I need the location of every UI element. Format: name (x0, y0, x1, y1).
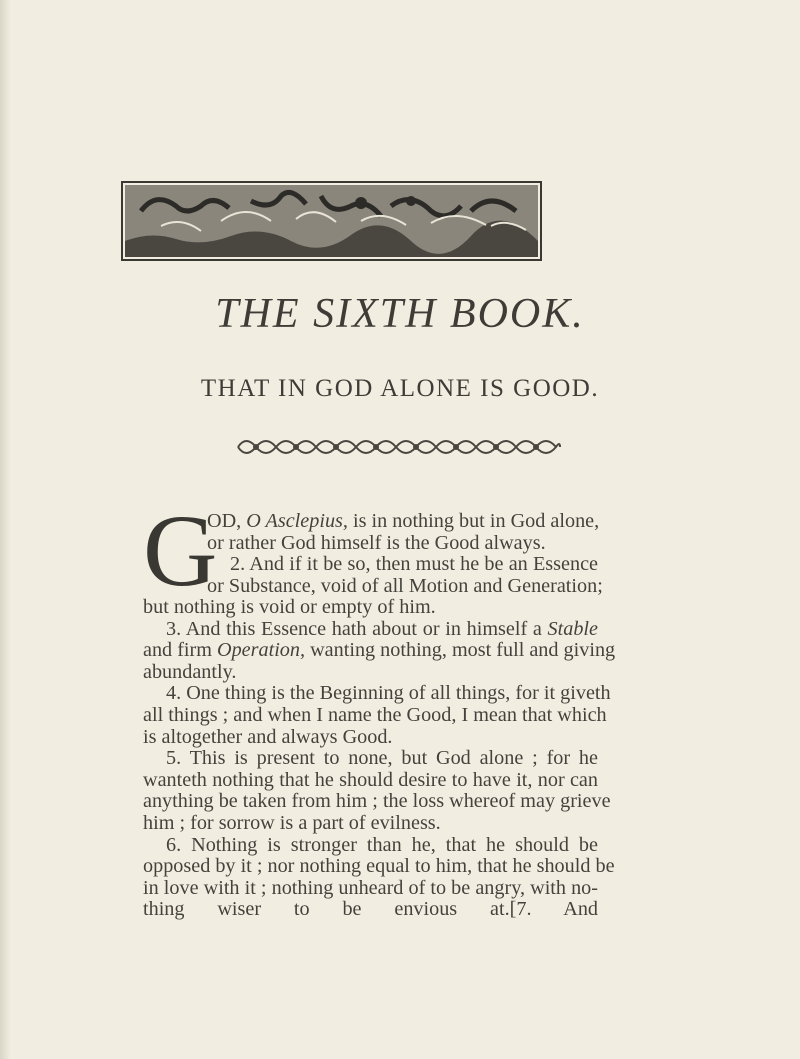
text-line: 5. This is present to none, but God alone ; for he (166, 747, 598, 770)
drop-cap: G (143, 494, 218, 608)
text-line: 3. And this Essence hath about or in himself a Stable (166, 617, 598, 640)
text-line: opposed by it ; nor nothing equal to him, that he should be (143, 855, 615, 878)
book-title: THE SIXTH BOOK. (215, 291, 585, 337)
text-line: him ; for sorrow is a part of evilness. (143, 811, 441, 834)
page-edge (0, 0, 10, 1059)
text-line: and firm Operation, wanting nothing, most full and giving (143, 639, 616, 662)
text-line: anything be taken from him ; the loss whereof may grieve (143, 790, 611, 813)
text-line: in love with it ; nothing unheard of to be angry, with no- (143, 876, 598, 899)
catchword: [7. And (509, 898, 599, 921)
body-text (143, 596, 616, 921)
text-line: OD, O Asclepius, is in nothing but in God alone, (207, 510, 600, 532)
text-line: or Substance, void of all Motion and Generation; (207, 574, 603, 597)
text-line: 4. One thing is the Beginning of all things, for it giveth (166, 682, 611, 705)
text-line: abundantly. (143, 660, 237, 683)
text-line: 2. And if it be so, then must he be an Essence (230, 553, 598, 576)
text-line: or rather God himself is the Good always. (207, 531, 546, 554)
chapter-title: THAT IN GOD ALONE IS GOOD. (200, 375, 600, 402)
text-line: wanteth nothing that he should desire to have it, nor can (143, 768, 598, 791)
italic-name: O Asclepius, (246, 510, 348, 532)
text-line: thing wiser to be envious at.[7. And (143, 898, 599, 921)
ornament-divider (236, 432, 562, 462)
headpiece-engraving (121, 181, 542, 261)
text-line: all things ; and when I name the Good, I mean that which (143, 703, 607, 726)
paragraph-1 (207, 510, 603, 597)
text-line: 6. Nothing is stronger than he, that he should be (166, 833, 598, 856)
text-line: but nothing is void or empty of him. (143, 596, 436, 618)
text-line: is altogether and always Good. (143, 725, 393, 748)
